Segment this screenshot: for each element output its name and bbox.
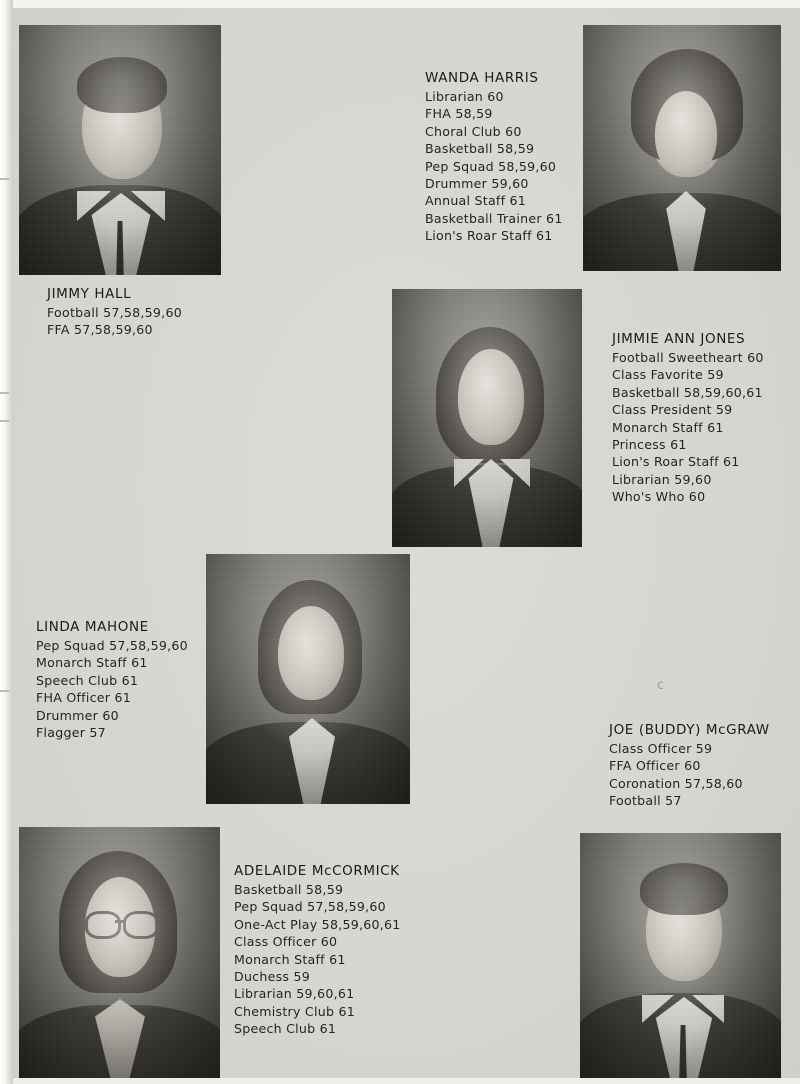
- entry-name: LINDA MAHONE: [36, 619, 149, 635]
- entry-activity: Basketball 58,59: [234, 882, 344, 897]
- entry-activity: Class President 59: [612, 402, 733, 418]
- portrait-jimmie-ann-jones: [392, 289, 582, 547]
- entry-activity: Drummer 59,60: [425, 176, 529, 192]
- entry-activity: FHA 58,59: [425, 106, 493, 122]
- entry-activity: Choral Club 60: [425, 123, 522, 139]
- caption-linda-mahone: [36, 619, 188, 741]
- entry-activity: Football Sweetheart 60: [612, 350, 764, 365]
- entry-activity: Coronation 57,58,60: [609, 775, 743, 791]
- portrait-wanda-harris: [583, 25, 781, 271]
- portrait-joe-buddy-mcgraw: [580, 833, 781, 1078]
- entry-activity: Annual Staff 61: [425, 193, 527, 209]
- caption-adelaide-mccormick: [234, 863, 401, 1038]
- entry-activity: Drummer 60: [36, 707, 119, 723]
- page-bottom-edge: [0, 1078, 800, 1084]
- entry-activity: Lion's Roar Staff 61: [612, 454, 740, 470]
- entry-name: JIMMIE ANN JONES: [612, 331, 746, 347]
- caption-jimmie-ann-jones: [612, 331, 764, 506]
- book-gutter: [0, 0, 13, 1084]
- entry-activity: FHA Officer 61: [36, 690, 131, 706]
- entry-activity: Pep Squad 58,59,60: [425, 158, 557, 174]
- entry-activity: Speech Club 61: [36, 672, 139, 688]
- portrait-jimmy-hall: [19, 25, 221, 275]
- entry-name: JIMMY HALL: [47, 286, 132, 302]
- entry-name: WANDA HARRIS: [425, 70, 539, 86]
- entry-activity: Basketball 58,59: [425, 141, 535, 157]
- entry-activity: Monarch Staff 61: [612, 419, 724, 435]
- entry-activity: Librarian 59,60: [612, 471, 712, 487]
- entry-activity: Monarch Staff 61: [36, 655, 148, 671]
- entry-activity: Duchess 59: [234, 969, 310, 985]
- entry-activity: Librarian 59,60,61: [234, 986, 355, 1002]
- caption-wanda-harris: [425, 70, 563, 245]
- gutter-notch: [0, 420, 9, 422]
- entry-activity: Basketball 58,59,60,61: [612, 384, 763, 400]
- entry-name: ADELAIDE McCORMICK: [234, 863, 400, 879]
- entry-activity: Chemistry Club 61: [234, 1003, 355, 1019]
- entry-name: JOE (BUDDY) McGRAW: [609, 722, 770, 738]
- gutter-notch: [0, 178, 9, 180]
- entry-activity: Librarian 60: [425, 89, 504, 104]
- entry-activity: One-Act Play 58,59,60,61: [234, 916, 401, 932]
- entry-activity: Football 57,58,59,60: [47, 305, 182, 320]
- gutter-notch: [0, 690, 9, 692]
- entry-activity: Basketball Trainer 61: [425, 210, 563, 226]
- entry-activity: Football 57: [609, 793, 682, 809]
- entry-activity: FFA Officer 60: [609, 758, 701, 774]
- page-top-edge: [0, 0, 800, 8]
- entry-activity: Class Favorite 59: [612, 367, 724, 383]
- ink-smudge: c: [657, 678, 665, 693]
- entry-activity: Who's Who 60: [612, 489, 706, 505]
- caption-jimmy-hall: [47, 286, 182, 339]
- entry-activity: Monarch Staff 61: [234, 951, 346, 967]
- entry-activity: Lion's Roar Staff 61: [425, 228, 553, 244]
- entry-activity: Class Officer 60: [234, 934, 338, 950]
- entry-activity: Princess 61: [612, 437, 687, 453]
- entry-activity: Pep Squad 57,58,59,60: [36, 638, 188, 653]
- entry-activity: FFA 57,58,59,60: [47, 322, 153, 338]
- entry-activity: Speech Club 61: [234, 1021, 337, 1037]
- entry-activity: Class Officer 59: [609, 741, 713, 756]
- entry-activity: Flagger 57: [36, 725, 106, 741]
- portrait-adelaide-mccormick: [19, 827, 220, 1078]
- entry-activity: Pep Squad 57,58,59,60: [234, 899, 386, 915]
- gutter-notch: [0, 392, 9, 394]
- caption-joe-buddy-mcgraw: [609, 722, 770, 810]
- portrait-linda-mahone: [206, 554, 410, 804]
